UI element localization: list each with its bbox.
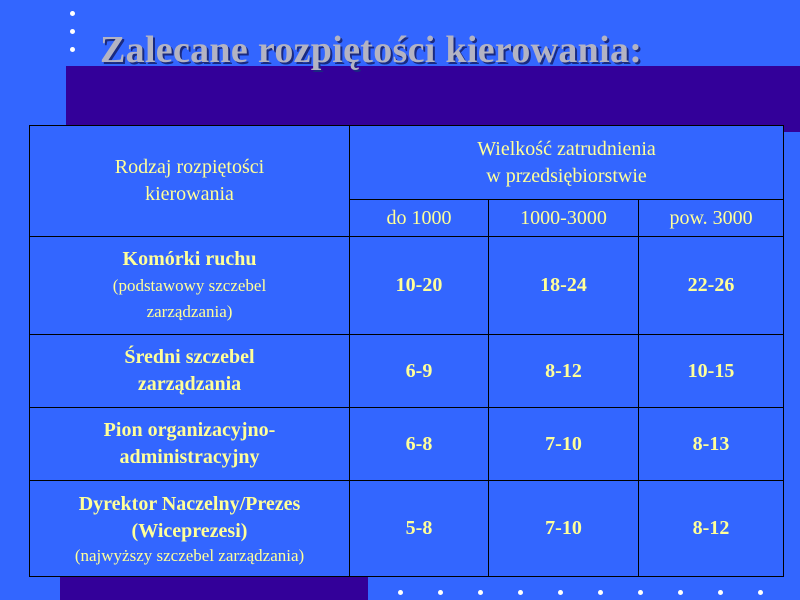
row-note: (najwyższy szczebel zarządzania) bbox=[74, 545, 305, 565]
span-of-control-table bbox=[29, 125, 784, 577]
table-row bbox=[30, 335, 784, 408]
value-cell: 6-8 bbox=[350, 408, 489, 481]
column-header-cell: 1000-3000 bbox=[489, 200, 639, 237]
bottom-accent-band bbox=[60, 577, 368, 600]
corner-header-text: Rodzaj rozpiętości kierowania bbox=[114, 156, 265, 205]
table-header-row bbox=[30, 126, 784, 200]
row-label-cell bbox=[30, 481, 350, 577]
row-label: Pion organizacyjno-administracyjny bbox=[103, 419, 276, 468]
value-cell: 10-15 bbox=[639, 335, 784, 408]
row-label-cell bbox=[30, 335, 350, 408]
value-cell: 7-10 bbox=[489, 481, 639, 577]
decorative-dot bbox=[518, 590, 523, 595]
value-cell: 5-8 bbox=[350, 481, 489, 577]
decorative-dot bbox=[558, 590, 563, 595]
table-row bbox=[30, 408, 784, 481]
decorative-dot bbox=[70, 47, 75, 52]
row-label-cell bbox=[30, 237, 350, 335]
group-header-line2: w przedsiębiorstwie bbox=[486, 164, 647, 187]
row-label-cell bbox=[30, 408, 350, 481]
value-cell: 6-9 bbox=[350, 335, 489, 408]
value-cell: 8-13 bbox=[639, 408, 784, 481]
row-note: (podstawowy szczebel zarządzania) bbox=[112, 276, 267, 321]
value-cell: 10-20 bbox=[350, 237, 489, 335]
decorative-dot bbox=[70, 11, 75, 16]
decorative-dot bbox=[678, 590, 683, 595]
decorative-dot bbox=[478, 590, 483, 595]
column-header-cell: pow. 3000 bbox=[639, 200, 784, 237]
decorative-dot bbox=[598, 590, 603, 595]
value-cell: 18-24 bbox=[489, 237, 639, 335]
decorative-dot bbox=[718, 590, 723, 595]
corner-header-cell bbox=[30, 126, 350, 237]
group-header-line1: Wielkość zatrudnienia bbox=[477, 137, 656, 160]
column-header-cell: do 1000 bbox=[350, 200, 489, 237]
decorative-dot bbox=[638, 590, 643, 595]
row-label: Komórki ruchu bbox=[122, 248, 257, 270]
group-header-cell bbox=[350, 126, 784, 200]
value-cell: 7-10 bbox=[489, 408, 639, 481]
decorative-dot bbox=[70, 29, 75, 34]
decorative-dot bbox=[438, 590, 443, 595]
value-cell: 8-12 bbox=[489, 335, 639, 408]
value-cell: 22-26 bbox=[639, 237, 784, 335]
value-cell: 8-12 bbox=[639, 481, 784, 577]
row-label: Dyrektor Naczelny/Prezes (Wiceprezesi) bbox=[78, 492, 301, 542]
decorative-dot bbox=[398, 590, 403, 595]
table-row bbox=[30, 481, 784, 577]
table-row bbox=[30, 237, 784, 335]
decorative-dot bbox=[758, 590, 763, 595]
top-accent-band bbox=[66, 66, 800, 132]
slide-title: Zalecane rozpiętości kierowania: bbox=[100, 29, 643, 71]
row-label: Średni szczebel zarządzania bbox=[124, 346, 255, 395]
